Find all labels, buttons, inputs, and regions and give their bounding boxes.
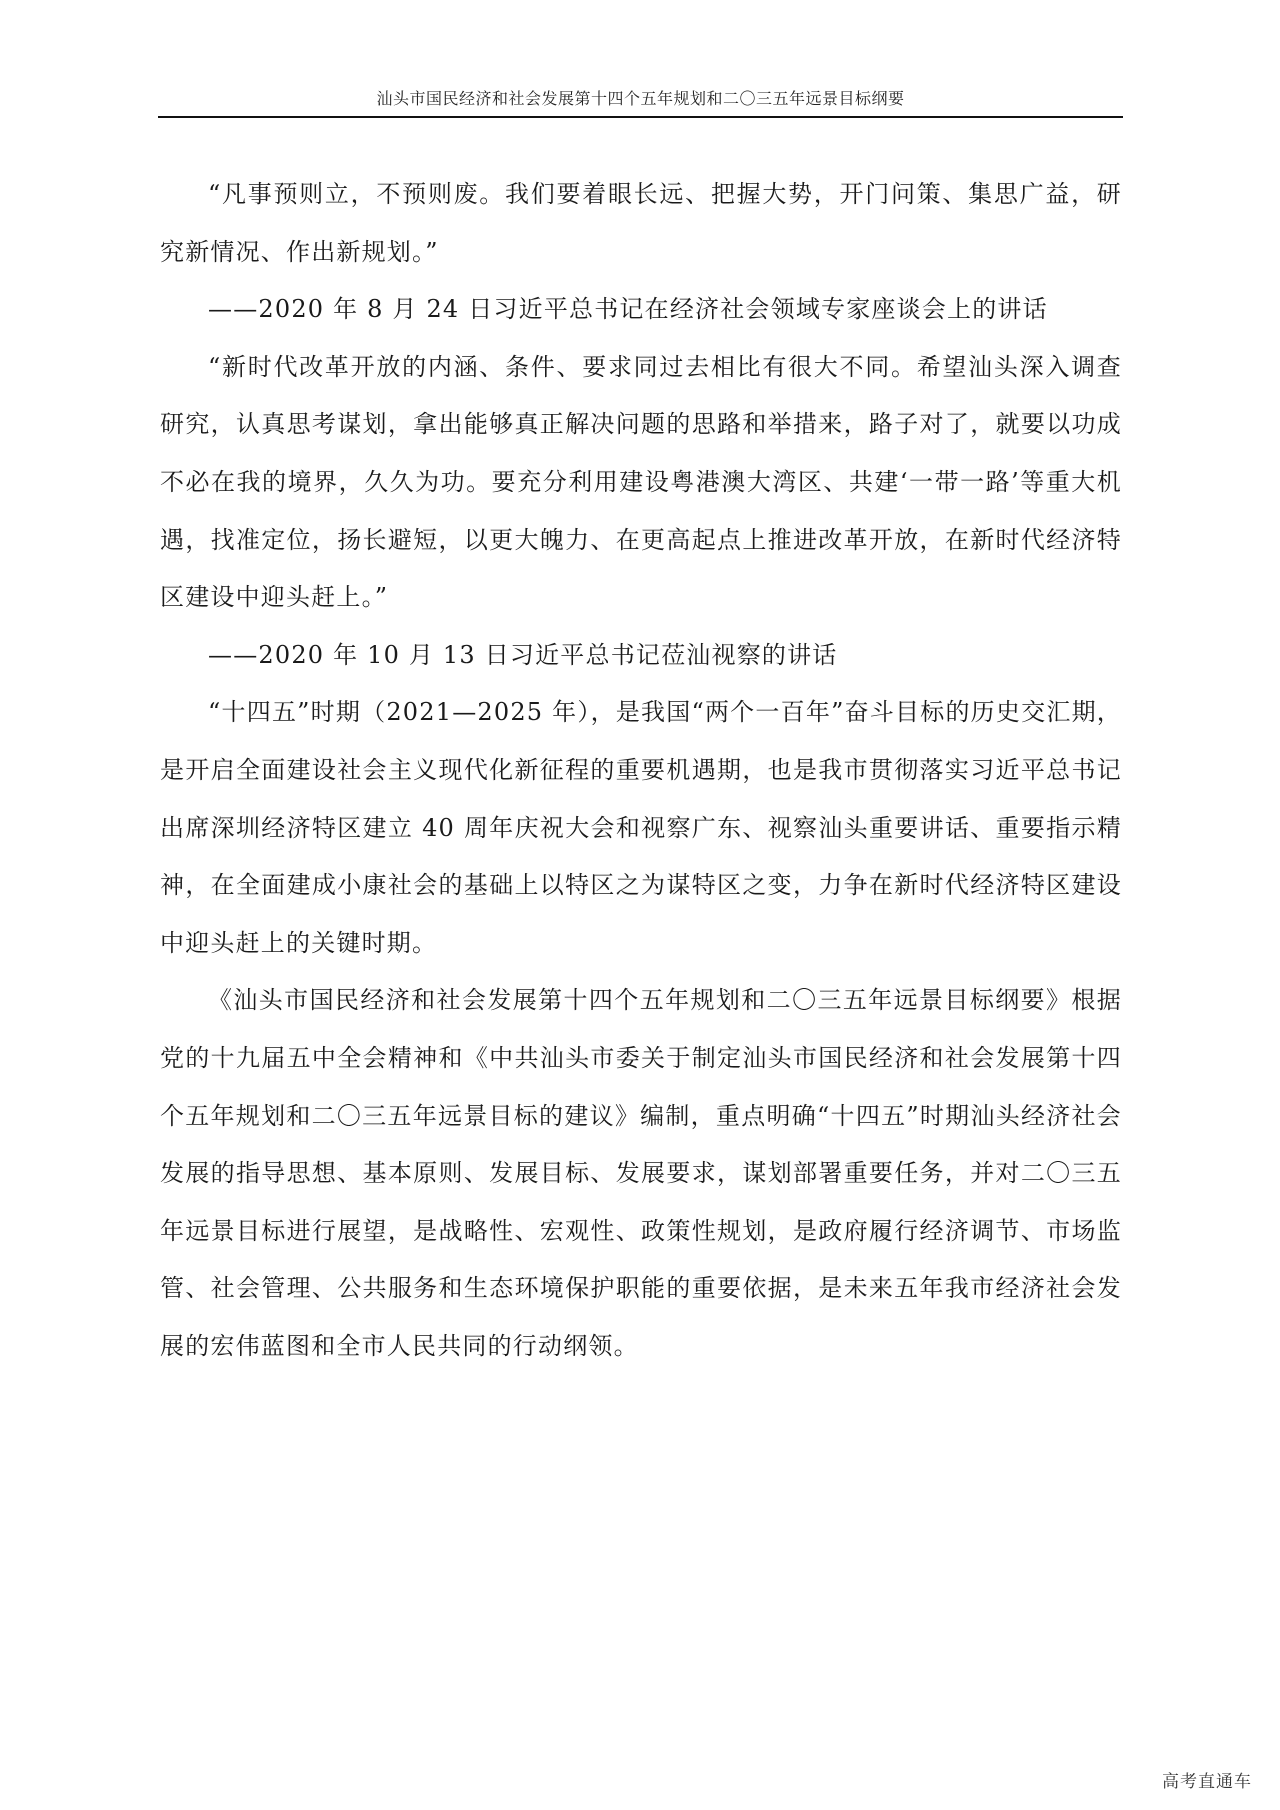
body-paragraph-1: “十四五”时期（2021—2025 年），是我国“两个一百年”奋斗目标的历史交汇期，是开启全面建设社会主义现代化新征程的重要机遇期，也是我市贯彻落实习近平总书记出席深圳经济特区建立 40 周年庆祝大会和视察广东、视察汕头重要讲话、重要指示精神，在全面建成小康社会的基础上以特区之为谋特区之变，力争在新时代经济特区建设中迎头赶上的关键时期。 — [160, 698, 1122, 957]
quote-attribution-1: ——2020 年 8 月 24 日习近平总书记在经济社会领域专家座谈会上的讲话 — [208, 295, 1048, 324]
body-paragraph-2: 《汕头市国民经济和社会发展第十四个五年规划和二〇三五年远景目标纲要》根据党的十九届五中全会精神和《中共汕头市委关于制定汕头市国民经济和社会发展第十四个五年规划和二〇三五年远景目标的建议》编制，重点明确“十四五”时期汕头经济社会发展的指导思想、基本原则、发展目标、发展要求，谋划部署重要任务，并对二〇三五年远景目标进行展望，是战略性、宏观性、政策性规划，是政府履行经济调节、市场监管、社会管理、公共服务和生态环境保护职能的重要依据，是未来五年我市经济社会发展的宏伟蓝图和全市人民共同的行动纲领。 — [160, 986, 1122, 1360]
watermark-text: 高考直通车 — [1162, 1772, 1252, 1792]
header-rule — [158, 116, 1123, 118]
quote-paragraph-1: “凡事预则立，不预则废。我们要着眼长远、把握大势，开门问策、集思广益，研究新情况、作出新规划。” — [160, 180, 1122, 266]
running-header: 汕头市国民经济和社会发展第十四个五年规划和二〇三五年远景目标纲要 — [376, 89, 905, 108]
quote-paragraph-2: “新时代改革开放的内涵、条件、要求同过去相比有很大不同。希望汕头深入调查研究，认真思考谋划，拿出能够真正解决问题的思路和举措来，路子对了，就要以功成不必在我的境界，久久为功。要充分利用建设粤港澳大湾区、共建‘一带一路’等重大机遇，找准定位，扬长避短，以更大魄力、在更高起点上推进改革开放，在新时代经济特区建设中迎头赶上。” — [160, 352, 1122, 612]
quote-attribution-2: ——2020 年 10 月 13 日习近平总书记莅汕视察的讲话 — [208, 640, 838, 669]
document-body — [160, 166, 1122, 1375]
